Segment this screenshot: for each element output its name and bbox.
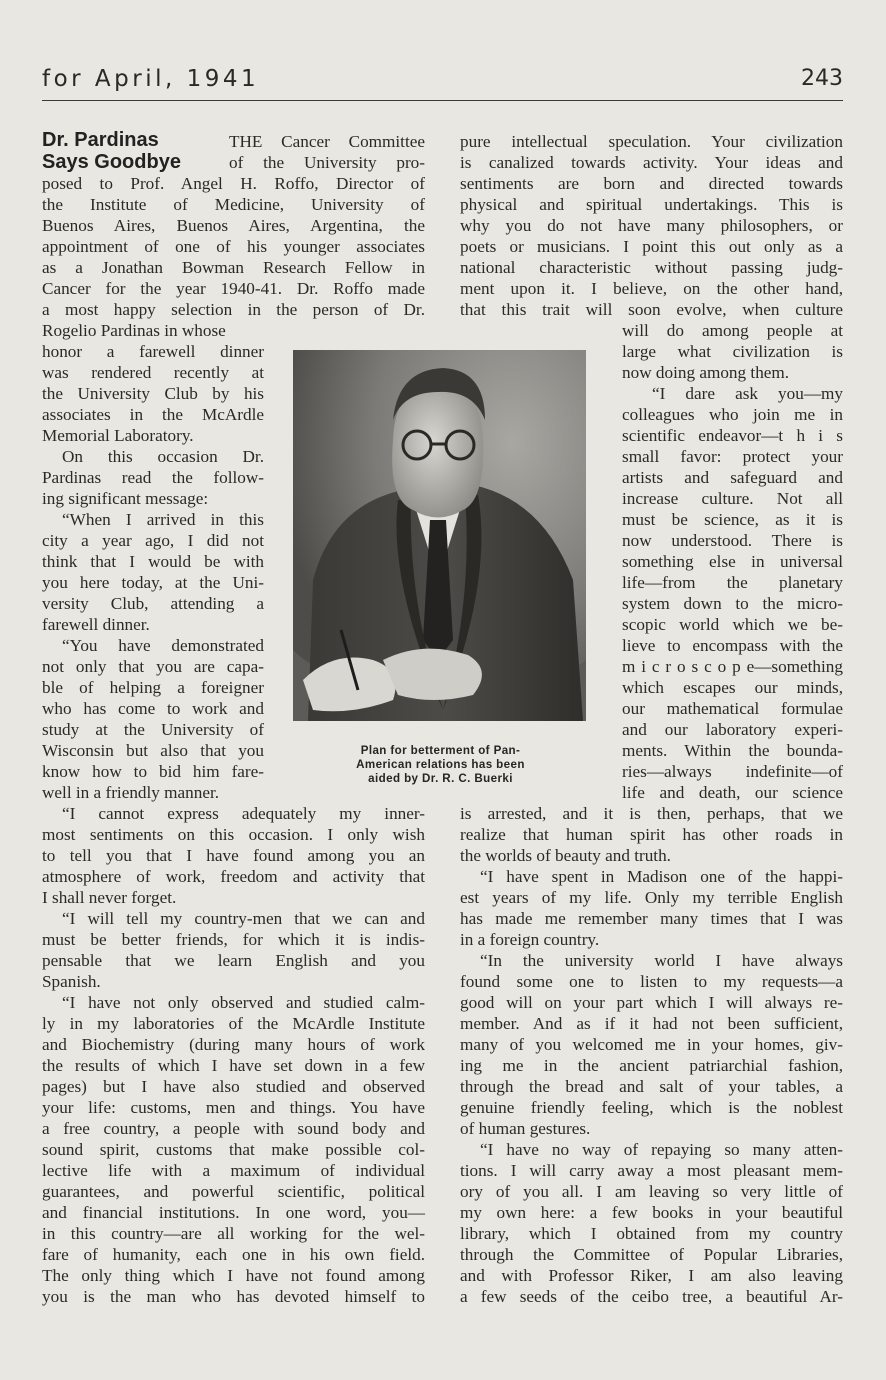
text-line: farewell dinner.	[42, 615, 150, 634]
text-line: ing me in the ancient patriarchial fashion,	[460, 1056, 843, 1075]
text-line: I shall never forget.	[42, 888, 177, 907]
text-line: your life: customs, men and things. You have	[42, 1098, 425, 1117]
text-line: and financial institutions. In one word, you—	[42, 1203, 425, 1222]
text-line: physical and spiritual undertakings. This is	[460, 195, 843, 214]
text-line: something else in universal	[622, 552, 843, 571]
text-line: scientific endeavor—t h i s	[622, 426, 843, 445]
text-line: “When I arrived in this	[62, 510, 264, 529]
text-line: Buenos Aires, Buenos Aires, Argentina, the	[42, 216, 425, 235]
article-heading-line-2: Says Goodbye	[42, 151, 181, 173]
text-line: not only that you are capa-	[42, 657, 264, 676]
text-line: now doing among them.	[622, 363, 790, 382]
text-line: fare of humanity, each one in his own field.	[42, 1245, 425, 1264]
text-line: found some one to listen to my requests—a	[460, 972, 843, 991]
page-number: 243	[801, 66, 843, 91]
text-line: Wisconsin but also that you	[42, 741, 264, 760]
text-line: a free country, a people with sound body and	[42, 1119, 425, 1138]
text-line: “I have not only observed and studied calm-	[62, 993, 425, 1012]
text-line: large what civilization is	[622, 342, 843, 361]
text-line: ments. Within the bounda-	[622, 741, 843, 760]
text-line: you here today, at the Uni-	[42, 573, 264, 592]
text-line: well in a friendly manner.	[42, 783, 220, 802]
text-line: atmosphere of work, freedom and activity that	[42, 867, 425, 886]
text-line: “I have spent in Madison one of the happi-	[480, 867, 843, 886]
text-line: “In the university world I have always	[480, 951, 843, 970]
text-line: m i c r o s c o p e—something	[622, 657, 843, 676]
text-line: who has come to work and	[42, 699, 264, 718]
text-line: est years of my life. Only my terrible English	[460, 888, 843, 907]
text-line: On this occasion Dr.	[62, 447, 264, 466]
text-line: ble of helping a foreigner	[42, 678, 264, 697]
text-line: think that I would be with	[42, 552, 264, 571]
text-line: posed to Prof. Angel H. Roffo, Director of	[42, 174, 425, 193]
text-line: a few seeds of the ceibo tree, a beautiful Ar-	[460, 1287, 843, 1306]
text-line: Spanish.	[42, 972, 101, 991]
text-line: sound spirit, customs that make possible col-	[42, 1140, 425, 1159]
text-line: my own here: a few books in your beautiful	[460, 1203, 843, 1222]
text-line: which escapes our minds,	[622, 678, 843, 697]
text-line: poets or musicians. I point this out only as a	[460, 237, 843, 256]
text-line: must be science, as it is	[622, 510, 843, 529]
text-line: small favor: protect your	[622, 447, 843, 466]
text-line: has made me remember many times that I was	[460, 909, 843, 928]
text-line: why you do not have many philosophers, or	[460, 216, 843, 235]
photo-caption-line: Plan for betterment of Pan-	[360, 744, 521, 757]
article-heading-line-1: Dr. Pardinas	[42, 129, 159, 151]
text-line: know how to bid him fare-	[42, 762, 264, 781]
text-line: increase culture. Not all	[622, 489, 843, 508]
text-line: the results of which I have set down in a few	[42, 1056, 425, 1075]
text-line: “I will tell my country-men that we can and	[62, 909, 425, 928]
text-line: the University Club by his	[42, 384, 264, 403]
text-line: the Institute of Medicine, University of	[42, 195, 425, 214]
text-line: is canalized towards activity. Your ideas and	[460, 153, 843, 172]
text-line: ory of you all. I am leaving so very little of	[460, 1182, 843, 1201]
text-line: good will on your part which I will always re-	[460, 993, 843, 1012]
text-line: ries—always indefinite—of	[622, 762, 843, 781]
text-line: sentiments are born and directed towards	[460, 174, 843, 193]
text-line: “You have demonstrated	[62, 636, 264, 655]
text-line: pensable that we learn English and you	[42, 951, 425, 970]
text-line: our mathematical formulae	[622, 699, 843, 718]
text-line: in a foreign country.	[460, 930, 600, 949]
text-line: realize that human spirit has other roads in	[460, 825, 843, 844]
text-line: tions. I will carry away a most pleasant mem-	[460, 1161, 843, 1180]
text-line: of the University pro-	[229, 153, 425, 172]
text-line: appointment of one of his younger associates	[42, 237, 425, 256]
text-line: ly in my laboratories of the McArdle Institute	[42, 1014, 425, 1033]
text-line: artists and safeguard and	[622, 468, 843, 487]
text-line: life and death, our science	[622, 783, 843, 802]
text-line: Cancer for the year 1940-41. Dr. Roffo made	[42, 279, 425, 298]
text-line: city a year ago, I did not	[42, 531, 264, 550]
text-line: colleagues who join me in	[622, 405, 843, 424]
text-line: in this country—are all working for the wel-	[42, 1224, 425, 1243]
text-line: lective life with a maximum of individual	[42, 1161, 425, 1180]
text-line: must be better friends, for which it is indis-	[42, 930, 425, 949]
text-line: genuine friendly feeling, which is the noblest	[460, 1098, 843, 1117]
text-line: and our laboratory experi-	[622, 720, 843, 739]
issue-date: for April, 1941	[42, 66, 260, 92]
text-line: Pardinas read the follow-	[42, 468, 264, 487]
text-line: library, which I obtained from my country	[460, 1224, 843, 1243]
photo-caption-line: aided by Dr. R. C. Buerki	[368, 772, 513, 785]
text-line: and Biochemistry (during many hours of work	[42, 1035, 425, 1054]
text-line: The only thing which I have not found among	[42, 1266, 425, 1285]
text-line: many of you welcomed me in your homes, giv-	[460, 1035, 843, 1054]
text-line: “I cannot express adequately my inner-	[62, 804, 425, 823]
text-line: now understood. There is	[622, 531, 843, 550]
text-line: and with Professor Riker, I am also leaving	[460, 1266, 843, 1285]
text-line: ing significant message:	[42, 489, 209, 508]
text-line: you is the man who has devoted himself to	[42, 1287, 425, 1306]
text-line: member. And as if it had not been sufficient,	[460, 1014, 843, 1033]
text-line: Rogelio Pardinas in whose	[42, 321, 226, 340]
photo-caption-line: American relations has been	[356, 758, 525, 771]
text-line: through the Committee of Popular Libraries,	[460, 1245, 843, 1264]
text-line: most sentiments on this occasion. I only wish	[42, 825, 425, 844]
text-line: ment upon it. I believe, on the other hand,	[460, 279, 843, 298]
portrait-photo	[293, 350, 586, 721]
text-line: to tell you that I have found among you an	[42, 846, 425, 865]
text-line: versity Club, attending a	[42, 594, 264, 613]
text-line: “I dare ask you—my	[652, 384, 843, 403]
text-line: as a Jonathan Bowman Research Fellow in	[42, 258, 425, 277]
text-line: life—from the planetary	[622, 573, 843, 592]
text-line: system down to the micro-	[622, 594, 843, 613]
text-line: study at the University of	[42, 720, 264, 739]
text-line: “I have no way of repaying so many atten-	[480, 1140, 843, 1159]
text-line: guarantees, and powerful scientific, political	[42, 1182, 425, 1201]
text-line: was rendered recently at	[42, 363, 264, 382]
text-line: a most happy selection in the person of Dr.	[42, 300, 425, 319]
text-line: scopic world which we be-	[622, 615, 843, 634]
text-line: will do among people at	[622, 321, 843, 340]
text-line: of human gestures.	[460, 1119, 591, 1138]
text-line: honor a farewell dinner	[42, 342, 264, 361]
running-header	[42, 64, 843, 101]
text-line: pure intellectual speculation. Your civilization	[460, 132, 843, 151]
text-line: THE Cancer Committee	[229, 132, 425, 151]
text-line: through the bread and salt of your tables, a	[460, 1077, 843, 1096]
text-line: national characteristic without passing judg-	[460, 258, 843, 277]
text-line: associates in the McArdle	[42, 405, 264, 424]
text-line: Memorial Laboratory.	[42, 426, 194, 445]
text-line: that this trait will soon evolve, when culture	[460, 300, 843, 319]
text-line: pages) but I have also studied and observed	[42, 1077, 425, 1096]
text-line: lieve to encompass with the	[622, 636, 843, 655]
text-line: is arrested, and it is then, perhaps, that we	[460, 804, 843, 823]
text-line: the worlds of beauty and truth.	[460, 846, 671, 865]
